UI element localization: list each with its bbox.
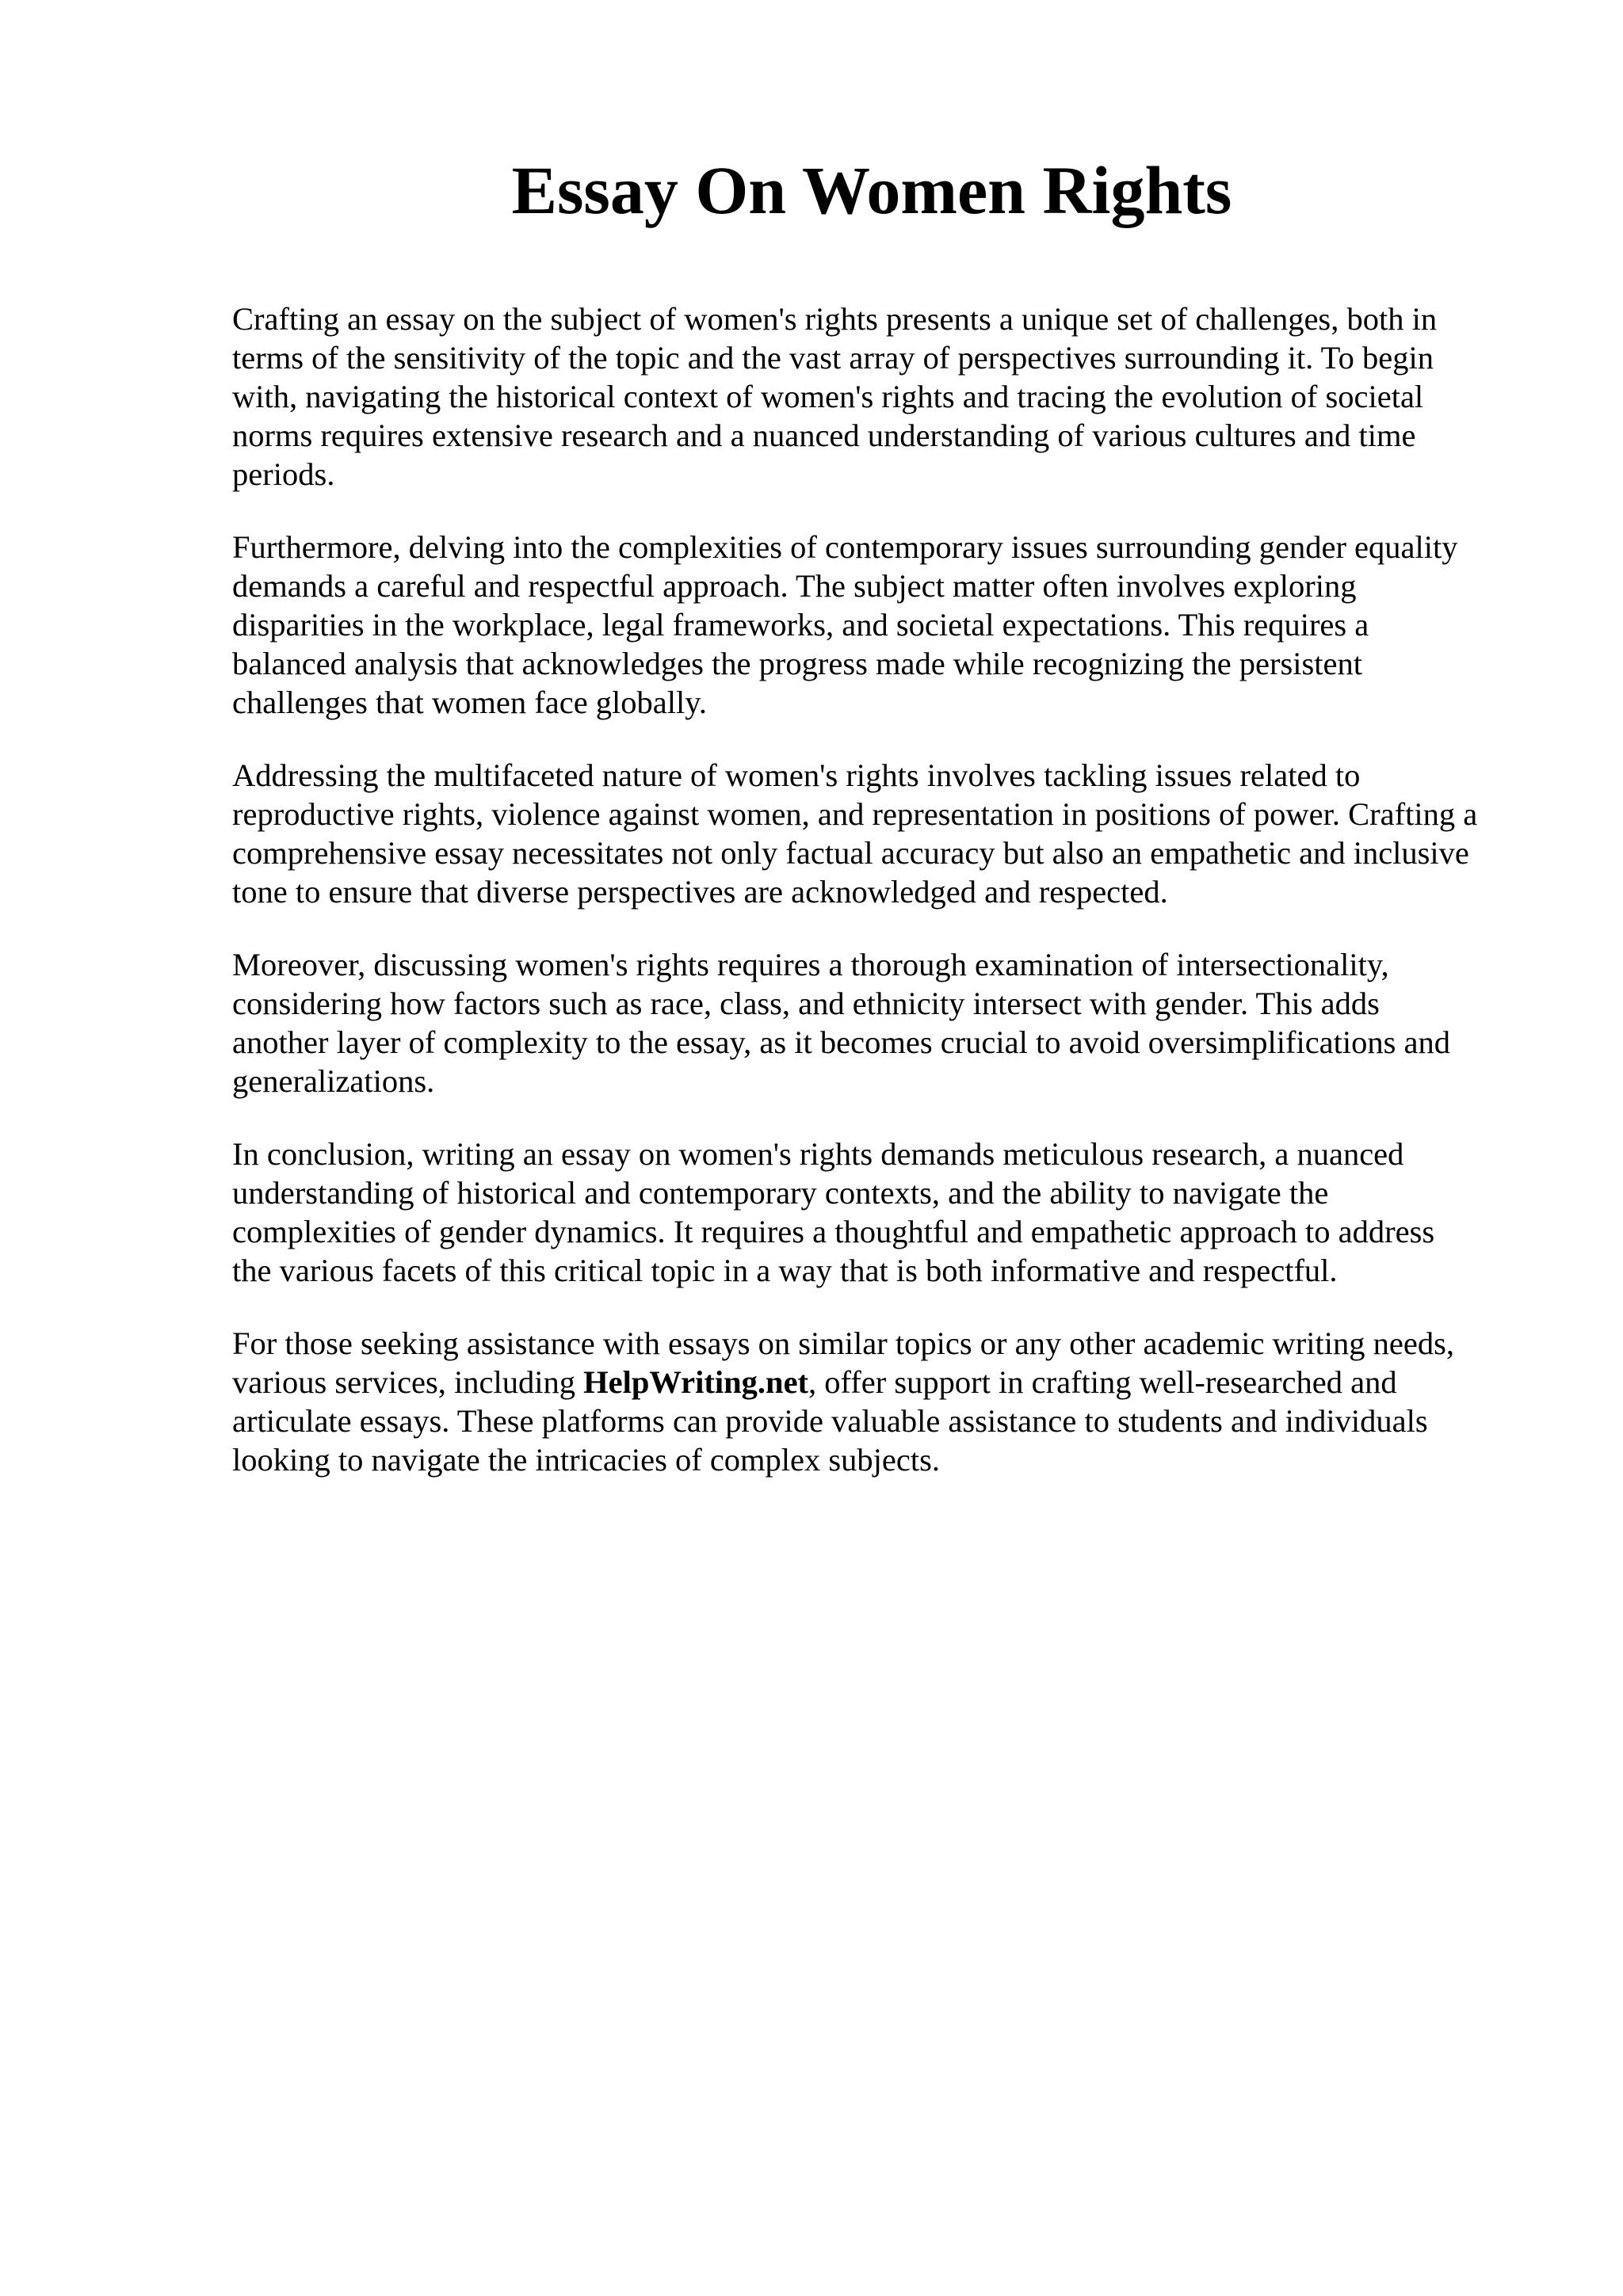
paragraph-3: [232, 756, 1532, 911]
paragraph-closing: [232, 1324, 1532, 1479]
text-line: complexities of gender dynamics. It requires a thoughtful and empathetic approach to address: [232, 1214, 1435, 1249]
helpwriting-link[interactable]: HelpWriting.net: [583, 1364, 809, 1400]
text-line: comprehensive essay necessitates not only factual accuracy but also an empathetic and inclusive: [232, 835, 1469, 871]
text-line: with, navigating the historical context of women's rights and tracing the evolution of societal: [232, 379, 1424, 414]
text-line: considering how factors such as race, class, and ethnicity intersect with gender. This adds: [232, 986, 1380, 1021]
text-line: norms requires extensive research and a nuanced understanding of various cultures and time: [232, 418, 1416, 453]
text-line: Moreover, discussing women's rights requires a thorough examination of intersectionality,: [232, 947, 1389, 982]
text-line: the various facets of this critical topic in a way that is both informative and respectful.: [232, 1253, 1338, 1288]
text-line: For those seeking assistance with essays on similar topics or any other academic writing needs,: [232, 1325, 1455, 1361]
text-line: terms of the sensitivity of the topic and the vast array of perspectives surrounding it. To begin: [232, 340, 1434, 376]
text-line: looking to navigate the intricacies of complex subjects.: [232, 1442, 940, 1478]
text-line-with-link: [232, 1363, 1532, 1402]
text-line: challenges that women face globally.: [232, 685, 708, 720]
text-segment: various services, including: [232, 1364, 584, 1400]
text-line: periods.: [232, 456, 335, 492]
text-line: reproductive rights, violence against women, and representation in positions of power. Crafting a: [232, 796, 1478, 832]
text-line: Crafting an essay on the subject of women's rights presents a unique set of challenges, both in: [232, 301, 1438, 337]
text-line: tone to ensure that diverse perspectives are acknowledged and respected.: [232, 874, 1168, 910]
text-line: understanding of historical and contemporary contexts, and the ability to navigate the: [232, 1175, 1329, 1211]
text-line: demands a careful and respectful approach. The subject matter often involves exploring: [232, 568, 1357, 604]
paragraph-1: [232, 299, 1532, 494]
text-line: disparities in the workplace, legal frameworks, and societal expectations. This requires a: [232, 607, 1369, 643]
text-line: balanced analysis that acknowledges the progress made while recognizing the persistent: [232, 646, 1363, 681]
text-line: Furthermore, delving into the complexities of contemporary issues surrounding gender equality: [232, 529, 1458, 565]
text-line: In conclusion, writing an essay on women's rights demands meticulous research, a nuanced: [232, 1136, 1404, 1172]
page-title: Essay On Women Rights: [511, 152, 1232, 228]
essay-body: [232, 299, 1532, 1513]
paragraph-5: [232, 1135, 1532, 1290]
text-segment: , offer support in crafting well-researched and: [808, 1364, 1397, 1400]
text-line: Addressing the multifaceted nature of women's rights involves tackling issues related to: [232, 757, 1361, 793]
text-line: articulate essays. These platforms can provide valuable assistance to students and individuals: [232, 1403, 1428, 1439]
paragraph-2: [232, 528, 1532, 722]
paragraph-4: [232, 945, 1532, 1100]
text-line: another layer of complexity to the essay, as it becomes crucial to avoid oversimplifications and: [232, 1024, 1451, 1060]
text-line: generalizations.: [232, 1063, 435, 1099]
